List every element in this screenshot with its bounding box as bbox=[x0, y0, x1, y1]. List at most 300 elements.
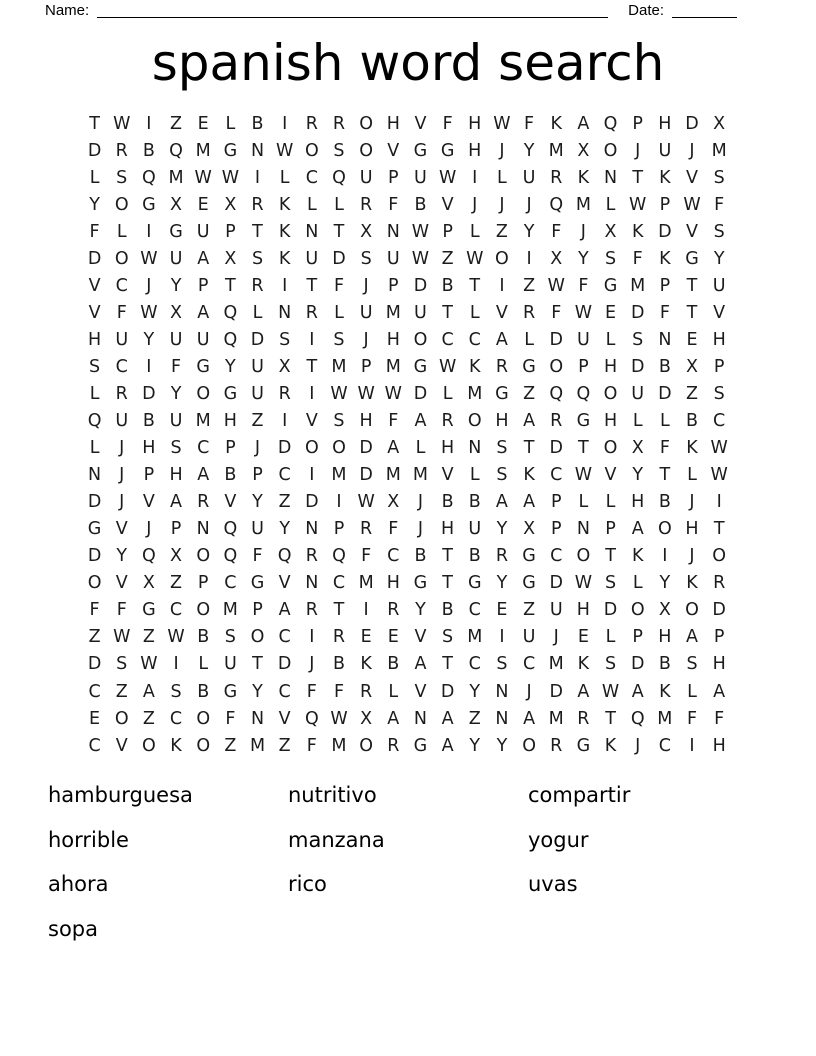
grid-letter: P bbox=[442, 221, 453, 242]
grid-letter: V bbox=[414, 627, 427, 648]
grid-letter: H bbox=[712, 735, 726, 756]
grid-letter: H bbox=[359, 411, 373, 432]
grid-letter: W bbox=[710, 465, 728, 486]
grid-letter: L bbox=[632, 411, 643, 432]
grid-letter: O bbox=[603, 438, 618, 459]
grid-letter: Q bbox=[332, 546, 346, 567]
grid-letter: W bbox=[357, 492, 375, 513]
word-search-grid bbox=[81, 110, 733, 759]
grid-letter: V bbox=[441, 465, 454, 486]
grid-letter: H bbox=[631, 492, 645, 513]
grid-letter: M bbox=[249, 735, 266, 756]
grid-letter: J bbox=[119, 438, 125, 459]
grid-letter: X bbox=[224, 248, 237, 269]
grid-letter: D bbox=[658, 221, 672, 242]
grid-letter: Y bbox=[225, 356, 236, 377]
grid-letter: E bbox=[686, 329, 698, 350]
grid-letter: V bbox=[305, 411, 318, 432]
grid-letter: L bbox=[442, 383, 453, 404]
grid-letter: N bbox=[604, 167, 618, 188]
grid-letter: W bbox=[601, 681, 620, 702]
grid-letter: S bbox=[496, 438, 508, 459]
grid-letter: W bbox=[113, 113, 131, 134]
grid-letter: J bbox=[254, 438, 261, 459]
grid-letter: P bbox=[632, 627, 643, 648]
grid-letter: Q bbox=[142, 167, 156, 188]
grid-letter: L bbox=[116, 221, 127, 242]
grid-letter: P bbox=[632, 113, 643, 134]
grid-letter: D bbox=[359, 465, 373, 486]
grid-letter: Q bbox=[630, 708, 645, 729]
grid-letter: F bbox=[225, 708, 236, 729]
grid-letter: M bbox=[467, 383, 483, 404]
grid-letter: V bbox=[441, 194, 454, 215]
grid-letter: J bbox=[119, 465, 125, 486]
date-label: Date: bbox=[628, 2, 664, 19]
grid-letter: B bbox=[142, 140, 155, 161]
grid-letter: U bbox=[414, 302, 427, 323]
grid-letter: R bbox=[360, 681, 373, 702]
grid-letter: A bbox=[387, 438, 400, 459]
grid-letter: D bbox=[87, 248, 102, 269]
grid-letter: D bbox=[87, 546, 102, 567]
grid-letter: H bbox=[386, 573, 400, 594]
grid-letter: J bbox=[417, 492, 424, 513]
grid-letter: F bbox=[333, 681, 345, 702]
grid-letter: Q bbox=[603, 113, 618, 134]
grid-letter: Y bbox=[632, 465, 644, 486]
grid-letter: N bbox=[250, 140, 265, 161]
grid-letter: Y bbox=[279, 519, 291, 540]
grid-letter: K bbox=[686, 438, 698, 459]
grid-letter: K bbox=[659, 681, 671, 702]
grid-letter: F bbox=[659, 438, 670, 459]
grid-letter: F bbox=[333, 275, 345, 296]
date-blank-line bbox=[672, 2, 737, 18]
grid-letter: K bbox=[659, 248, 671, 269]
grid-letter: G bbox=[413, 356, 428, 377]
grid-letter: C bbox=[197, 438, 210, 459]
grid-letter: M bbox=[548, 708, 564, 729]
grid-letter: R bbox=[387, 600, 400, 621]
grid-letter: C bbox=[713, 411, 726, 432]
grid-letter: I bbox=[499, 275, 505, 296]
grid-letter: M bbox=[548, 654, 564, 675]
grid-letter: H bbox=[603, 356, 618, 377]
grid-letter: B bbox=[658, 356, 671, 377]
grid-letter: F bbox=[388, 194, 399, 215]
grid-letter: X bbox=[387, 492, 400, 513]
grid-letter: Y bbox=[496, 735, 508, 756]
grid-letter: P bbox=[225, 438, 236, 459]
grid-letter: O bbox=[304, 140, 319, 161]
grid-letter: I bbox=[716, 492, 722, 513]
grid-letter: Y bbox=[469, 735, 481, 756]
grid-letter: Z bbox=[170, 573, 183, 594]
grid-letter: C bbox=[387, 546, 400, 567]
grid-letter: M bbox=[331, 465, 347, 486]
grid-letter: O bbox=[196, 600, 211, 621]
grid-letter: D bbox=[549, 573, 563, 594]
grid-letter: I bbox=[146, 113, 152, 134]
page-title: spanish word search bbox=[151, 34, 665, 92]
grid-letter: L bbox=[687, 465, 697, 486]
grid-letter: P bbox=[360, 356, 372, 377]
grid-letter: J bbox=[553, 627, 559, 648]
grid-letter: Z bbox=[278, 735, 291, 756]
grid-letter: T bbox=[333, 221, 345, 242]
grid-letter: R bbox=[360, 519, 373, 540]
grid-letter: Y bbox=[523, 140, 535, 161]
grid-letter: D bbox=[685, 113, 699, 134]
grid-letter: L bbox=[605, 329, 616, 350]
grid-letter: T bbox=[442, 654, 453, 675]
grid-letter: D bbox=[549, 438, 563, 459]
grid-letter: Y bbox=[496, 573, 508, 594]
grid-letter: U bbox=[223, 654, 237, 675]
grid-letter: O bbox=[142, 735, 156, 756]
grid-letter: W bbox=[438, 356, 457, 377]
grid-letter: B bbox=[441, 600, 454, 621]
grid-letter: F bbox=[306, 735, 317, 756]
grid-letter: T bbox=[442, 573, 453, 594]
grid-letter: B bbox=[414, 194, 427, 215]
grid-letter: E bbox=[605, 302, 617, 323]
grid-letter: M bbox=[657, 708, 673, 729]
grid-letter: V bbox=[495, 302, 508, 323]
grid-letter: O bbox=[87, 573, 102, 594]
grid-letter: J bbox=[363, 275, 369, 296]
grid-letter: M bbox=[358, 573, 374, 594]
grid-letter: D bbox=[712, 600, 726, 621]
grid-letter: W bbox=[357, 383, 375, 404]
grid-letter: W bbox=[493, 113, 511, 134]
grid-letter: H bbox=[223, 411, 237, 432]
grid-letter: P bbox=[578, 356, 589, 377]
grid-letter: O bbox=[603, 383, 618, 404]
grid-letter: X bbox=[658, 600, 671, 621]
grid-letter: B bbox=[142, 411, 155, 432]
grid-letter: I bbox=[472, 167, 478, 188]
grid-letter: M bbox=[630, 275, 646, 296]
grid-letter: I bbox=[146, 356, 152, 377]
grid-letter: L bbox=[659, 411, 670, 432]
grid-letter: D bbox=[277, 654, 292, 675]
grid-letter: U bbox=[414, 167, 427, 188]
grid-letter: O bbox=[685, 600, 699, 621]
grid-letter: T bbox=[333, 600, 345, 621]
grid-letter: E bbox=[89, 708, 101, 729]
grid-letter: C bbox=[278, 627, 291, 648]
grid-letter: B bbox=[441, 492, 454, 513]
grid-letter: L bbox=[497, 167, 507, 188]
grid-letter: O bbox=[332, 438, 346, 459]
grid-letter: N bbox=[278, 302, 292, 323]
grid-letter: H bbox=[712, 654, 726, 675]
word-list-item: horrible bbox=[48, 827, 129, 852]
grid-letter: V bbox=[88, 275, 101, 296]
word-list-item: compartir bbox=[528, 783, 631, 807]
grid-letter: B bbox=[197, 627, 210, 648]
grid-letter: V bbox=[278, 573, 291, 594]
grid-letter: W bbox=[683, 194, 701, 215]
grid-letter: C bbox=[115, 275, 128, 296]
grid-letter: M bbox=[467, 627, 483, 648]
grid-letter: P bbox=[388, 275, 399, 296]
grid-letter: Y bbox=[578, 248, 589, 269]
grid-letter: W bbox=[167, 627, 185, 648]
grid-letter: V bbox=[115, 573, 128, 594]
word-list-item: manzana bbox=[288, 827, 385, 852]
grid-letter: A bbox=[387, 708, 400, 729]
grid-letter: R bbox=[197, 492, 210, 513]
grid-letter: Q bbox=[277, 546, 292, 567]
grid-letter: K bbox=[469, 356, 481, 377]
grid-letter: V bbox=[604, 465, 617, 486]
grid-letter: G bbox=[603, 275, 618, 296]
grid-letter: A bbox=[686, 627, 698, 648]
grid-letter: T bbox=[605, 546, 616, 567]
grid-letter: O bbox=[603, 140, 618, 161]
grid-letter: K bbox=[604, 735, 617, 756]
grid-letter: T bbox=[306, 356, 318, 377]
grid-letter: G bbox=[169, 221, 183, 242]
grid-letter: I bbox=[282, 275, 288, 296]
grid-letter: Z bbox=[224, 735, 237, 756]
grid-letter: Z bbox=[686, 383, 699, 404]
grid-letter: U bbox=[386, 248, 400, 269]
grid-letter: J bbox=[146, 519, 152, 540]
grid-letter: G bbox=[522, 573, 536, 594]
grid-letter: F bbox=[442, 113, 453, 134]
grid-letter: H bbox=[386, 113, 400, 134]
grid-letter: L bbox=[252, 302, 263, 323]
grid-letter: A bbox=[197, 248, 210, 269]
grid-letter: N bbox=[386, 221, 400, 242]
grid-letter: Z bbox=[441, 248, 454, 269]
grid-letter: F bbox=[551, 302, 562, 323]
grid-letter: L bbox=[605, 492, 616, 513]
grid-letter: B bbox=[387, 654, 400, 675]
grid-letter: D bbox=[142, 383, 156, 404]
grid-letter: T bbox=[632, 167, 644, 188]
grid-letter: F bbox=[306, 681, 317, 702]
grid-letter: L bbox=[469, 221, 480, 242]
grid-letter: H bbox=[441, 438, 455, 459]
grid-letter: C bbox=[550, 546, 563, 567]
grid-letter: Y bbox=[143, 329, 155, 350]
grid-letter: U bbox=[576, 329, 590, 350]
grid-letter: W bbox=[411, 221, 430, 242]
grid-letter: C bbox=[115, 356, 128, 377]
grid-letter: A bbox=[278, 600, 291, 621]
grid-letter: U bbox=[712, 275, 726, 296]
grid-letter: E bbox=[360, 627, 372, 648]
grid-letter: N bbox=[305, 519, 319, 540]
grid-letter: B bbox=[414, 546, 427, 567]
grid-letter: J bbox=[417, 519, 424, 540]
grid-letter: C bbox=[88, 735, 101, 756]
grid-letter: J bbox=[472, 194, 478, 215]
grid-letter: A bbox=[523, 411, 536, 432]
grid-letter: D bbox=[332, 248, 346, 269]
word-list-column bbox=[528, 773, 768, 951]
grid-letter: W bbox=[140, 302, 158, 323]
grid-letter: L bbox=[388, 681, 399, 702]
grid-letter: J bbox=[689, 546, 695, 567]
grid-letter: P bbox=[713, 627, 725, 648]
grid-letter: X bbox=[142, 573, 155, 594]
grid-letter: M bbox=[711, 140, 727, 161]
grid-letter: F bbox=[252, 546, 263, 567]
grid-letter: V bbox=[142, 492, 155, 513]
grid-letter: U bbox=[251, 356, 264, 377]
grid-letter: S bbox=[89, 356, 101, 377]
grid-letter: J bbox=[499, 194, 505, 215]
grid-letter: O bbox=[196, 546, 211, 567]
grid-letter: C bbox=[332, 573, 346, 594]
grid-letter: R bbox=[495, 546, 508, 567]
grid-letter: K bbox=[686, 573, 698, 594]
grid-letter: G bbox=[223, 383, 238, 404]
grid-letter: K bbox=[577, 654, 590, 675]
grid-letter: V bbox=[686, 167, 698, 188]
grid-letter: G bbox=[223, 681, 238, 702]
grid-letter: U bbox=[359, 167, 373, 188]
grid-letter: B bbox=[468, 492, 481, 513]
grid-letter: R bbox=[522, 302, 536, 323]
grid-letter: N bbox=[495, 681, 509, 702]
grid-letter: Q bbox=[223, 329, 238, 350]
grid-letter: R bbox=[577, 708, 590, 729]
word-list-item: sopa bbox=[48, 916, 98, 941]
grid-letter: I bbox=[499, 627, 505, 648]
grid-letter: C bbox=[468, 329, 481, 350]
word-list-item: ahora bbox=[48, 872, 109, 896]
grid-letter: P bbox=[170, 519, 182, 540]
grid-letter: L bbox=[198, 654, 209, 675]
grid-letter: D bbox=[549, 681, 563, 702]
grid-letter: U bbox=[196, 329, 210, 350]
grid-letter: L bbox=[279, 167, 290, 188]
grid-letter: M bbox=[168, 167, 184, 188]
grid-letter: A bbox=[142, 681, 155, 702]
grid-letter: R bbox=[305, 546, 318, 567]
grid-letter: S bbox=[279, 329, 291, 350]
grid-letter: S bbox=[251, 248, 264, 269]
grid-letter: I bbox=[662, 546, 668, 567]
grid-letter: W bbox=[140, 248, 158, 269]
grid-letter: R bbox=[251, 194, 264, 215]
grid-letter: S bbox=[116, 654, 128, 675]
grid-letter: T bbox=[605, 708, 616, 729]
grid-letter: F bbox=[171, 356, 182, 377]
grid-letter: X bbox=[550, 248, 563, 269]
grid-letter: J bbox=[635, 140, 641, 161]
grid-letter: I bbox=[309, 465, 315, 486]
grid-letter: Q bbox=[576, 383, 591, 404]
grid-letter: F bbox=[686, 708, 698, 729]
grid-letter: W bbox=[113, 627, 131, 648]
grid-letter: A bbox=[414, 411, 427, 432]
grid-letter: H bbox=[468, 140, 482, 161]
grid-letter: W bbox=[574, 573, 593, 594]
grid-letter: V bbox=[387, 140, 400, 161]
grid-letter: H bbox=[142, 438, 156, 459]
grid-letter: G bbox=[142, 194, 156, 215]
grid-letter: B bbox=[686, 411, 699, 432]
grid-letter: L bbox=[225, 113, 236, 134]
grid-letter: J bbox=[689, 140, 695, 161]
grid-letter: R bbox=[387, 735, 400, 756]
grid-letter: V bbox=[88, 302, 101, 323]
grid-letter: I bbox=[309, 627, 315, 648]
grid-letter: F bbox=[632, 248, 643, 269]
grid-letter: T bbox=[225, 275, 236, 296]
grid-letter: D bbox=[87, 492, 102, 513]
grid-letter: W bbox=[710, 438, 728, 459]
grid-letter: T bbox=[578, 438, 589, 459]
grid-letter: P bbox=[333, 519, 345, 540]
grid-letter: U bbox=[251, 383, 264, 404]
grid-letter: Y bbox=[659, 573, 671, 594]
name-label: Name: bbox=[45, 2, 90, 19]
grid-letter: S bbox=[170, 681, 182, 702]
grid-letter: B bbox=[468, 546, 481, 567]
grid-letter: V bbox=[115, 735, 128, 756]
grid-letter: H bbox=[685, 519, 699, 540]
grid-letter: Q bbox=[549, 383, 564, 404]
grid-letter: D bbox=[603, 600, 618, 621]
grid-letter: S bbox=[116, 167, 128, 188]
grid-letter: D bbox=[359, 438, 373, 459]
grid-letter: W bbox=[574, 465, 593, 486]
grid-letter: D bbox=[87, 140, 102, 161]
grid-letter: T bbox=[89, 113, 100, 134]
grid-letter: E bbox=[387, 627, 399, 648]
grid-letter: N bbox=[88, 465, 102, 486]
grid-letter: S bbox=[442, 627, 454, 648]
grid-letter: P bbox=[605, 519, 616, 540]
grid-letter: S bbox=[713, 383, 725, 404]
grid-letter: W bbox=[629, 194, 647, 215]
grid-letter: R bbox=[550, 167, 563, 188]
name-blank-line bbox=[97, 2, 608, 18]
grid-letter: T bbox=[686, 275, 698, 296]
grid-letter: R bbox=[332, 627, 346, 648]
grid-letter: X bbox=[523, 519, 536, 540]
grid-letter: R bbox=[305, 302, 318, 323]
grid-letter: N bbox=[305, 221, 319, 242]
grid-letter: K bbox=[659, 167, 671, 188]
grid-letter: P bbox=[143, 465, 155, 486]
grid-letter: X bbox=[224, 194, 237, 215]
grid-letter: F bbox=[714, 194, 725, 215]
grid-letter: O bbox=[114, 248, 129, 269]
grid-letter: D bbox=[630, 654, 645, 675]
grid-letter: J bbox=[526, 194, 532, 215]
grid-letter: R bbox=[278, 383, 291, 404]
grid-letter: J bbox=[119, 492, 125, 513]
grid-letter: X bbox=[360, 221, 373, 242]
grid-letter: G bbox=[576, 735, 591, 756]
grid-letter: I bbox=[526, 248, 532, 269]
grid-letter: B bbox=[224, 465, 237, 486]
grid-letter: Q bbox=[142, 546, 156, 567]
grid-letter: S bbox=[333, 329, 345, 350]
grid-letter: Z bbox=[495, 221, 508, 242]
grid-letter: H bbox=[712, 329, 726, 350]
